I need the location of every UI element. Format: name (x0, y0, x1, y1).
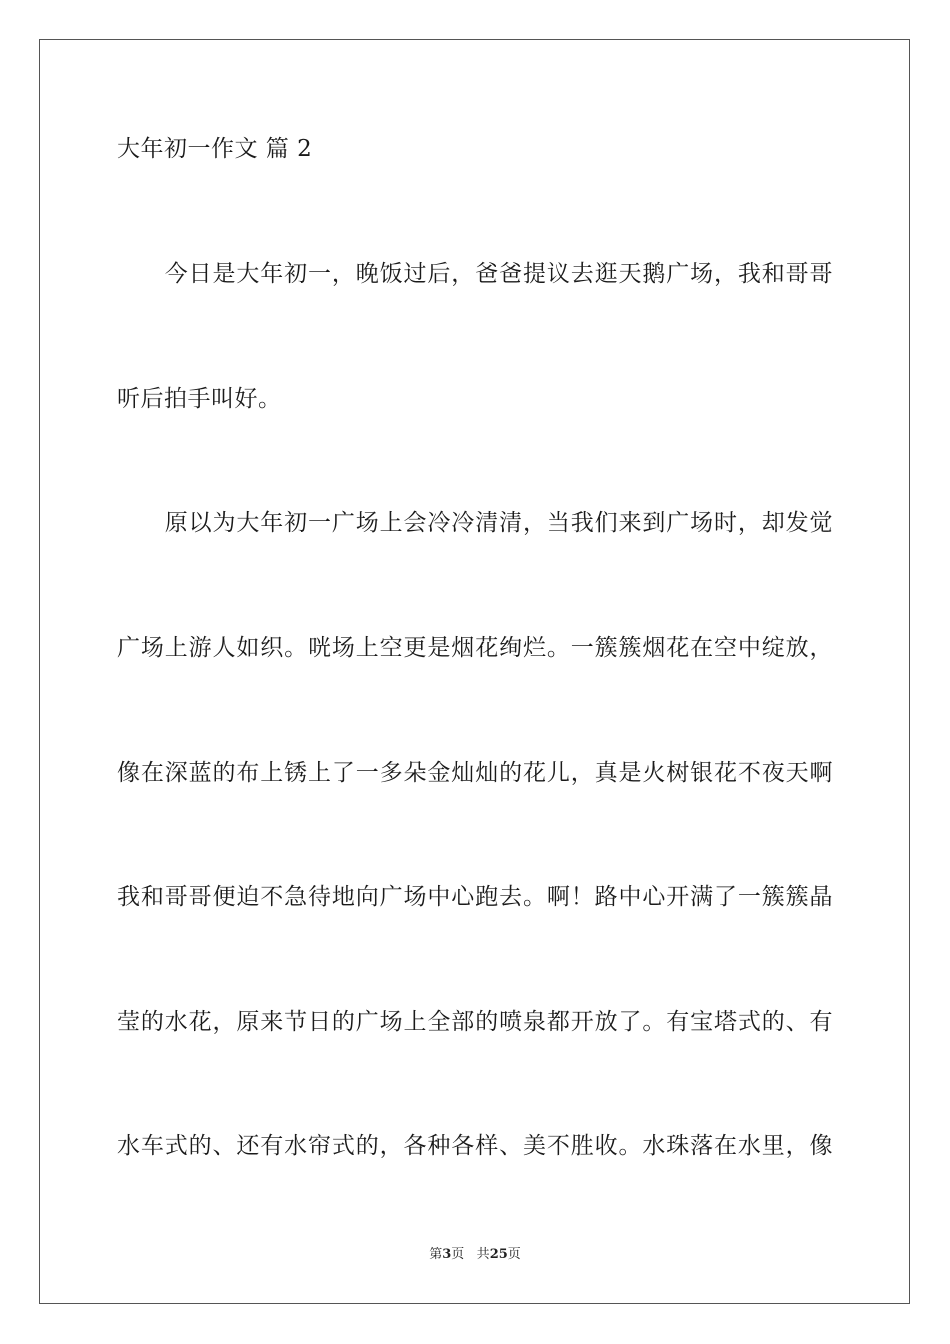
paragraph-line: 原以为大年初一广场上会冷冷清清，当我们来到广场时，却发觉 (117, 510, 833, 536)
paragraph-line: 我和哥哥便迫不急待地向广场中心跑去。啊！路中心开满了一簇簇晶 (117, 884, 833, 910)
paragraph-line: 莹的水花，原来节日的广场上全部的喷泉都开放了。有宝塔式的、有 (117, 1009, 833, 1035)
footer-total-pages: 25 (489, 1247, 508, 1262)
footer-total-suffix: 页 (507, 1247, 521, 1262)
footer-page-suffix: 页 (451, 1247, 465, 1262)
paragraph-line: 今日是大年初一，晚饭过后，爸爸提议去逛天鹅广场，我和哥哥 (117, 261, 833, 287)
page-border (39, 39, 910, 1304)
paragraph-line: 听后拍手叫好。 (117, 386, 282, 412)
document-heading: 大年初一作文 篇 2 (117, 136, 313, 162)
paragraph-line: 像在深蓝的布上锈上了一多朵金灿灿的花儿，真是火树银花不夜天啊 (117, 760, 833, 786)
paragraph-line: 水车式的、还有水帘式的，各种各样、美不胜收。水珠落在水里，像 (117, 1133, 833, 1159)
footer-total-prefix: 共 (476, 1247, 490, 1262)
footer-page-number: 3 (442, 1247, 452, 1262)
footer-page-prefix: 第 (429, 1247, 443, 1262)
page-footer (0, 1247, 950, 1263)
paragraph-line: 广场上游人如织。咣场上空更是烟花绚烂。一簇簇烟花在空中绽放， (117, 635, 833, 661)
